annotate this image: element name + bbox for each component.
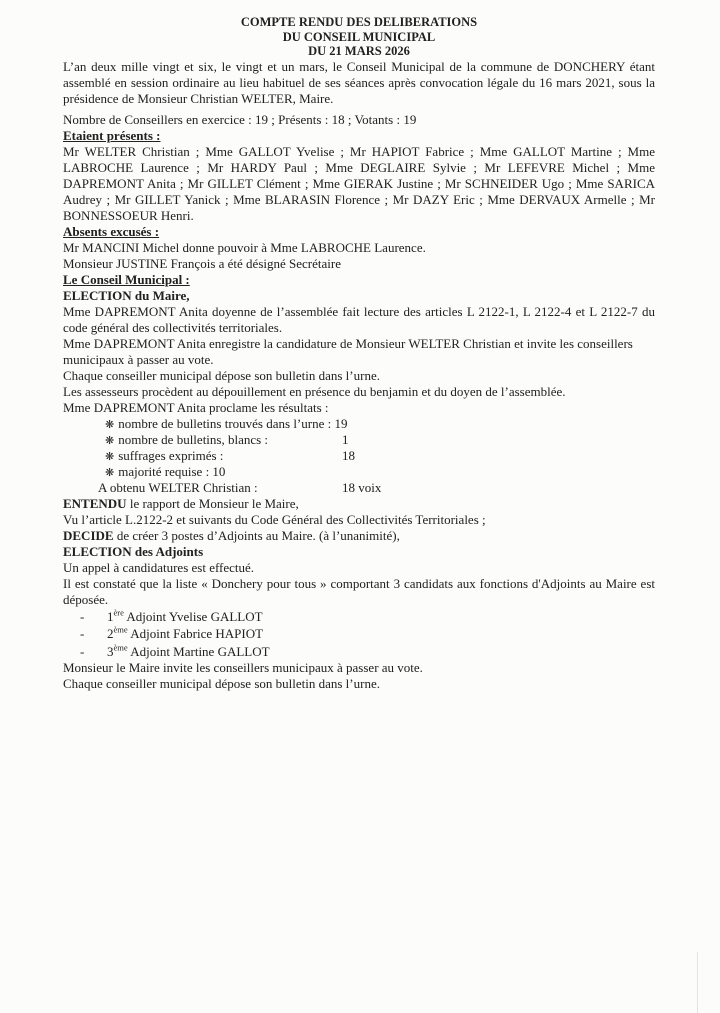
call-for-candidates-line: Un appel à candidatures est effectué.: [63, 559, 255, 575]
decide-text: de créer 3 postes d’Adjoints au Maire. (à l’unanimité),: [113, 527, 400, 543]
results-announce-line: Mme DAPREMONT Anita proclame les résultats :: [63, 399, 329, 415]
result-row: [63, 432, 655, 448]
asterisk-bullet-icon: ❋: [105, 450, 115, 463]
vote-invite-paragraph: Monsieur le Maire invite les conseillers municipaux à passer au vote.: [63, 660, 423, 675]
result-row: [63, 448, 655, 464]
title-line-3: DU 21 MARS 2026: [308, 44, 410, 58]
asterisk-bullet-icon: ❋: [105, 466, 115, 479]
entendu-text: le rapport de Monsieur le Maire,: [126, 495, 299, 511]
counting-paragraph: Les assesseurs procèdent au dépouillement en présence du benjamin et du doyen de l’assemblée.: [63, 383, 566, 399]
document-title: [63, 15, 655, 59]
results-list: [63, 416, 655, 496]
deputy-list-item: [63, 608, 655, 626]
result-value: 18 voix: [342, 479, 382, 495]
list-submitted-paragraph: Il est constaté que la liste « Donchery pour tous » comportant 3 candidats aux fonctions d'Adjoints au Maire est déposée.: [63, 575, 655, 607]
dash-bullet-icon: -: [80, 626, 85, 641]
deputy-ordinal: 2: [107, 626, 114, 641]
intro-paragraph: L’an deux mille vingt et six, le vingt et un mars, le Conseil Municipal de la commune de DONCHERY étant assemblé en session ordinaire au lieu habituel de ses séances après convocation légale du 16 mars 2021, sous la présidence de Monsieur Christian WELTER, Maire.: [63, 58, 655, 106]
deputy-ordinal-suffix: ème: [113, 642, 128, 653]
entendu-keyword: ENTENDU: [63, 495, 127, 511]
candidacy-paragraph: Mme DAPREMONT Anita enregistre la candidature de Monsieur WELTER Christian et invite les conseillers municipaux à passer au vote.: [63, 335, 633, 367]
deputy-ordinal: 3: [107, 643, 114, 659]
council-heading: Le Conseil Municipal :: [63, 271, 190, 287]
dash-bullet-icon: -: [80, 608, 85, 624]
result-label: majorité requise : 10: [118, 463, 226, 479]
result-row: [63, 464, 655, 480]
decide-keyword: DECIDE: [63, 527, 114, 543]
result-label: nombre de bulletins, blancs :: [118, 431, 269, 447]
asterisk-bullet-icon: ❋: [105, 418, 115, 431]
result-label: A obtenu WELTER Christian :: [98, 479, 258, 495]
deputy-ordinal: 1: [107, 608, 114, 624]
absent-members-heading: Absents excusés :: [63, 223, 160, 239]
result-row: [63, 480, 655, 496]
deputy-name: Adjoint Yvelise GALLOT: [123, 608, 263, 624]
result-value: 1: [342, 431, 349, 447]
deputy-ordinal-suffix: ère: [113, 607, 124, 618]
deputies-election-heading: ELECTION des Adjoints: [63, 543, 204, 559]
ballot-paragraph: Chaque conseiller municipal dépose son bulletin dans l’urne.: [63, 367, 380, 383]
deputy-name: Adjoint Martine GALLOT: [127, 643, 270, 659]
deputy-ordinal-suffix: ème: [113, 624, 128, 635]
result-value: 18: [342, 447, 355, 463]
dash-bullet-icon: -: [80, 643, 85, 659]
result-row: [63, 416, 655, 432]
secretary-line: Monsieur JUSTINE François a été désigné Secrétaire: [63, 255, 341, 271]
deputy-list-item: [63, 643, 655, 661]
deputy-list-item: [63, 625, 655, 643]
deputy-name: Adjoint Fabrice HAPIOT: [127, 626, 264, 641]
title-line-2: DU CONSEIL MUNICIPAL: [282, 29, 436, 44]
scan-edge-artifact: [697, 952, 698, 1013]
present-members-list: Mr WELTER Christian ; Mme GALLOT Yvelise ; Mr HAPIOT Fabrice ; Mme GALLOT Martine ; Mme LABROCHE Laurence ; Mr HARDY Paul ; Mme DEGLAIRE Sylvie ; Mr LEFEVRE Michel ; Mme DAPREMONT Anita ; Mr GILLET Clément ; Mme GIERAK Justine ; Mr SCHNEIDER Ugo ; Mme SARICA Audrey ; Mr GILLET Yanick ; Mme BLARASIN Florence ; Mr DAZY Eric ; Mme DERVAUX Armelle ; Mr BONNESSOEUR Henri.: [63, 143, 655, 223]
title-line-1: COMPTE RENDU DES DELIBERATIONS: [240, 15, 478, 29]
ballot-paragraph-2: Chaque conseiller municipal dépose son bulletin dans l’urne.: [63, 676, 380, 691]
deputies-list: [63, 608, 655, 661]
mayor-election-heading: ELECTION du Maire,: [63, 287, 190, 303]
asterisk-bullet-icon: ❋: [105, 434, 115, 447]
articles-paragraph: Mme DAPREMONT Anita doyenne de l’assemblée fait lecture des articles L 2122-1, L 2122-4 et L 2122-7 du code général des collectivités territoriales.: [63, 303, 655, 335]
councillors-count-line: Nombre de Conseillers en exercice : 19 ; Présents : 18 ; Votants : 19: [63, 111, 417, 127]
present-members-heading: Etaient présents :: [63, 127, 161, 143]
decide-line: [63, 528, 655, 544]
result-label: suffrages exprimés :: [118, 447, 224, 463]
result-label: nombre de bulletins trouvés dans l’urne : 19: [118, 415, 348, 431]
entendu-line: [63, 496, 655, 512]
vu-article-line: Vu l’article L.2122-2 et suivants du Code Général des Collectivités Territoriales ;: [63, 511, 486, 527]
proxy-line: Mr MANCINI Michel donne pouvoir à Mme LABROCHE Laurence.: [63, 239, 426, 255]
